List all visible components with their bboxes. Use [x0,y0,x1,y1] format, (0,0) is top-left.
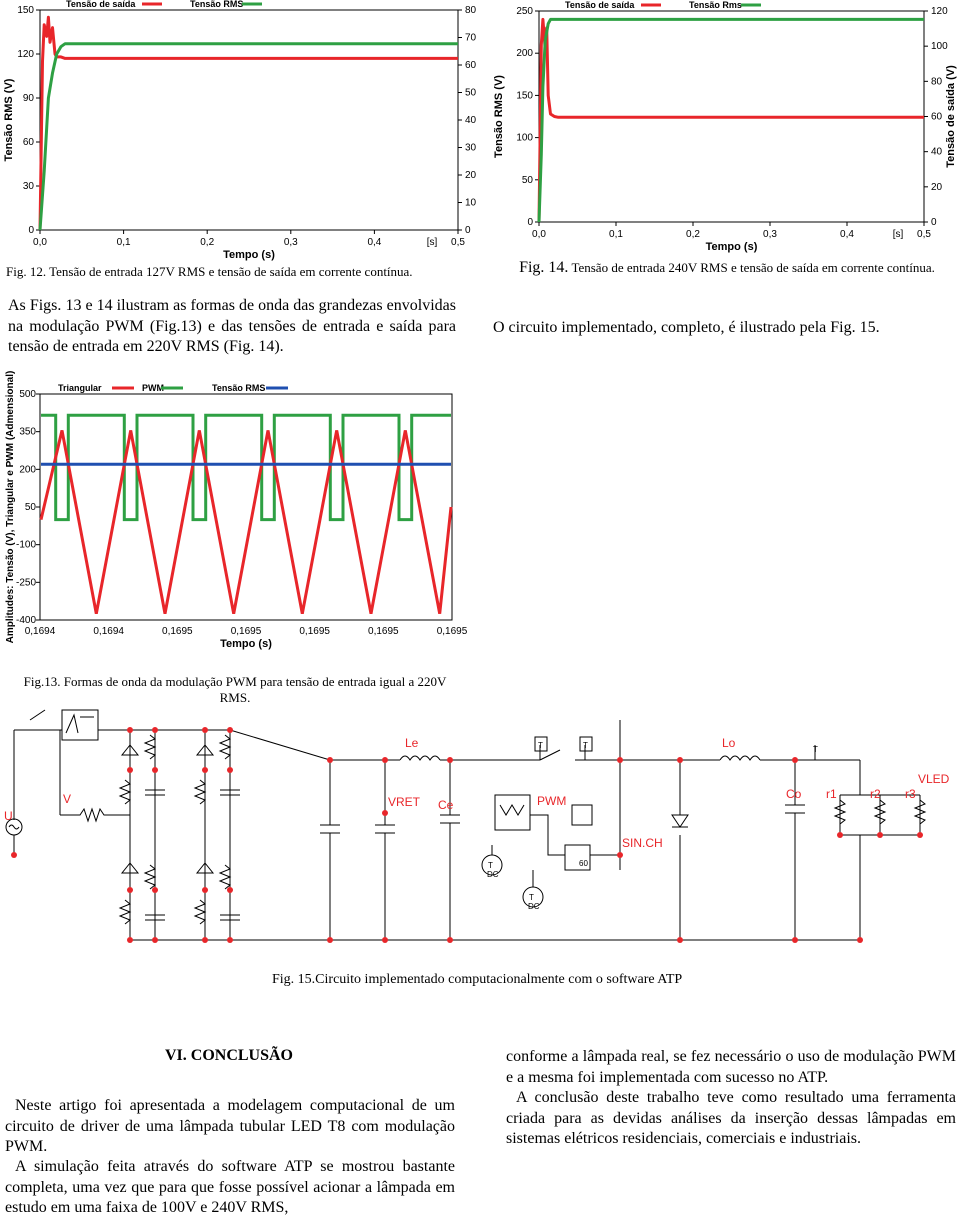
y-axis-label: Amplitudes: Tensão (V), Triangular e PWM (Admensional) [5,370,16,644]
x-tick-label: 0,2 [200,237,215,248]
circuit-label-u: U [4,809,13,823]
legend-label: Tensão Rms [689,0,742,10]
x-tick-label: 0,1695 [299,626,330,637]
circuit-label-t4: T [583,741,588,750]
y-right-axis-label: Tensão de saída (V) [945,65,957,168]
circuit-label-60: 60 [579,859,588,868]
y-tick-label: 150 [17,5,34,16]
circuit-label-r1: r1 [826,787,837,801]
x-tick-label: 0,4 [367,237,382,248]
x-axis-label: Tempo (s) [220,638,272,650]
circuit-label-co: Co [786,787,802,801]
y-right-tick-label: 50 [465,87,477,99]
y-right-tick-label: 80 [931,76,943,88]
legend-label: Tensão RMS [212,383,266,393]
paragraph-circuit-intro: O circuito implementado, completo, é ilustrado pela Fig. 15. [493,319,880,336]
legend-label: Tensão de saída [66,0,136,9]
y-tick-label: 0 [28,225,34,236]
x-axis-label: Tempo (s) [223,249,275,261]
x-tick-label: 0,4 [840,229,854,240]
circuit-label-vled: VLED [918,772,950,786]
y-right-tick-label: 0 [465,225,471,236]
y-tick-label: 200 [19,464,36,476]
y-axis-label: Tensão RMS (V) [493,75,505,158]
x-tick-label: 0,3 [763,229,777,240]
circuit-label-r3: r3 [905,787,916,801]
caption-fig14-text: Tensão de entrada 240V RMS e tensão de saída em corrente contínua. [571,260,935,275]
y-tick-label: 200 [516,48,533,60]
y-tick-label: 30 [22,181,34,192]
circuit-label-t2: T [529,893,534,902]
y-axis-label: Tensão RMS (V) [3,78,15,162]
x-axis-unit: [s] [892,229,904,240]
y-right-tick-label: 80 [465,5,477,16]
circuit-label-pwm: PWM [537,794,567,808]
paragraph-conclusion-3: conforme a lâmpada real, se fez necessário o uso de modulação PWM e a mesma foi implementada com sucesso no ATP. [506,1048,956,1086]
circuit-label-le: Le [405,736,419,750]
y-tick-label: 60 [22,137,34,148]
chart-fig12 [0,0,480,262]
x-tick-label: 0,1695 [230,626,262,637]
y-tick-label: 90 [22,93,34,104]
circuit-label-vret: VRET [388,795,421,809]
caption-fig13: Fig.13. Formas de onda da modulação PWM para tensão de entrada igual a 220V RMS. [23,674,447,705]
circuit-label-v: V [63,792,72,806]
y-right-tick-label: 0 [931,217,937,228]
caption-fig12: Fig. 12. Tensão de entrada 127V RMS e tensão de saída em corrente contínua. [6,264,413,279]
y-right-tick-label: 20 [931,181,943,193]
x-tick-label: 0,0 [532,229,546,240]
y-tick-label: 250 [516,6,533,17]
caption-fig14-number: Fig. 14. [519,259,569,276]
x-tick-label: 0,3 [283,237,298,248]
x-tick-label: 0,1695 [162,626,193,637]
x-tick-label: 0,2 [686,229,700,240]
y-right-tick-label: 60 [465,60,477,71]
circuit-label-sin-ch: SIN.CH [622,836,663,850]
y-tick-label: 50 [521,174,533,186]
caption-fig14 [512,259,942,277]
x-tick-label: 0,1695 [436,626,468,637]
paragraph-figs-intro: As Figs. 13 e 14 ilustram as formas de onda das grandezas envolvidas na modulação PWM (Fig.13) e das tensões de entrada e saída para tensão de entrada em 220V RMS (Fig. 14). [8,297,456,355]
x-tick-label: 0,1694 [24,626,56,637]
y-tick-label: 50 [24,502,36,513]
y-tick-label: 100 [516,132,533,144]
y-right-tick-label: 120 [931,6,948,17]
circuit-label-r2: r2 [870,787,881,801]
caption-fig15: Fig. 15.Circuito implementado computacionalmente com o software ATP [272,972,683,987]
y-right-tick-label: 70 [465,32,477,44]
y-tick-label: 0 [527,217,533,228]
y-tick-label: 500 [19,389,36,400]
y-tick-label: -250 [15,577,36,589]
x-tick-label: 0,5 [451,237,465,248]
x-tick-label: 0,1 [116,237,131,248]
circuit-label-dc1: DC [487,870,499,879]
x-axis-unit: [s] [426,237,438,248]
paragraph-conclusion-4: A conclusão deste trabalho teve como resultado uma ferramenta criada para as devidas análises da inserção dessas lâmpadas em sistemas elétricos residenciais, comerciais e industriais. [506,1089,956,1147]
y-tick-label: -100 [15,539,36,551]
y-right-tick-label: 60 [931,111,943,123]
y-tick-label: 350 [19,426,36,438]
paragraph-conclusion-1: Neste artigo foi apresentada a modelagem computacional de um circuito de driver de uma lâmpada tubular LED T8 com modulação PWM. [5,1097,455,1155]
circuit-label-t5: T [813,745,818,754]
circuit-label-dc2: DC [528,902,540,911]
y-right-tick-label: 20 [465,170,477,181]
y-right-tick-label: 30 [465,142,477,154]
y-tick-label: 120 [17,49,34,60]
y-right-tick-label: 10 [465,197,477,209]
chart-fig14 [490,0,960,256]
x-tick-label: 0,1694 [93,626,124,637]
x-tick-label: 0,1695 [368,626,399,637]
legend-label: PWM [142,383,164,393]
y-tick-label: 150 [516,90,533,102]
y-right-tick-label: 40 [465,115,477,126]
circuit-label-t3: T [538,741,543,750]
y-tick-label: -400 [15,615,36,626]
circuit-diagram-fig15 [0,705,960,950]
circuit-label-lo: Lo [722,736,736,750]
circuit-label-ce: Ce [438,798,454,812]
legend-label: Tensão RMS [190,0,244,9]
y-right-tick-label: 100 [931,41,948,53]
x-axis-label: Tempo (s) [705,241,758,253]
chart-fig13 [0,370,480,660]
x-tick-label: 0,5 [917,229,931,240]
circuit-label-t1: T [488,861,493,870]
x-tick-label: 0,0 [33,237,47,248]
section-heading-conclusion: VI. CONCLUSÃO [164,1047,293,1064]
legend-label: Tensão de saída [565,0,635,10]
paragraph-conclusion-2: A simulação feita através do software ATP se mostrou bastante completa, uma vez que para que fosse possível acionar a lâmpada em estudo em uma faixa de 100V e 240V RMS, [5,1158,455,1216]
y-right-tick-label: 40 [931,146,943,158]
x-tick-label: 0,1 [609,229,623,240]
legend-label: Triangular [58,383,102,393]
